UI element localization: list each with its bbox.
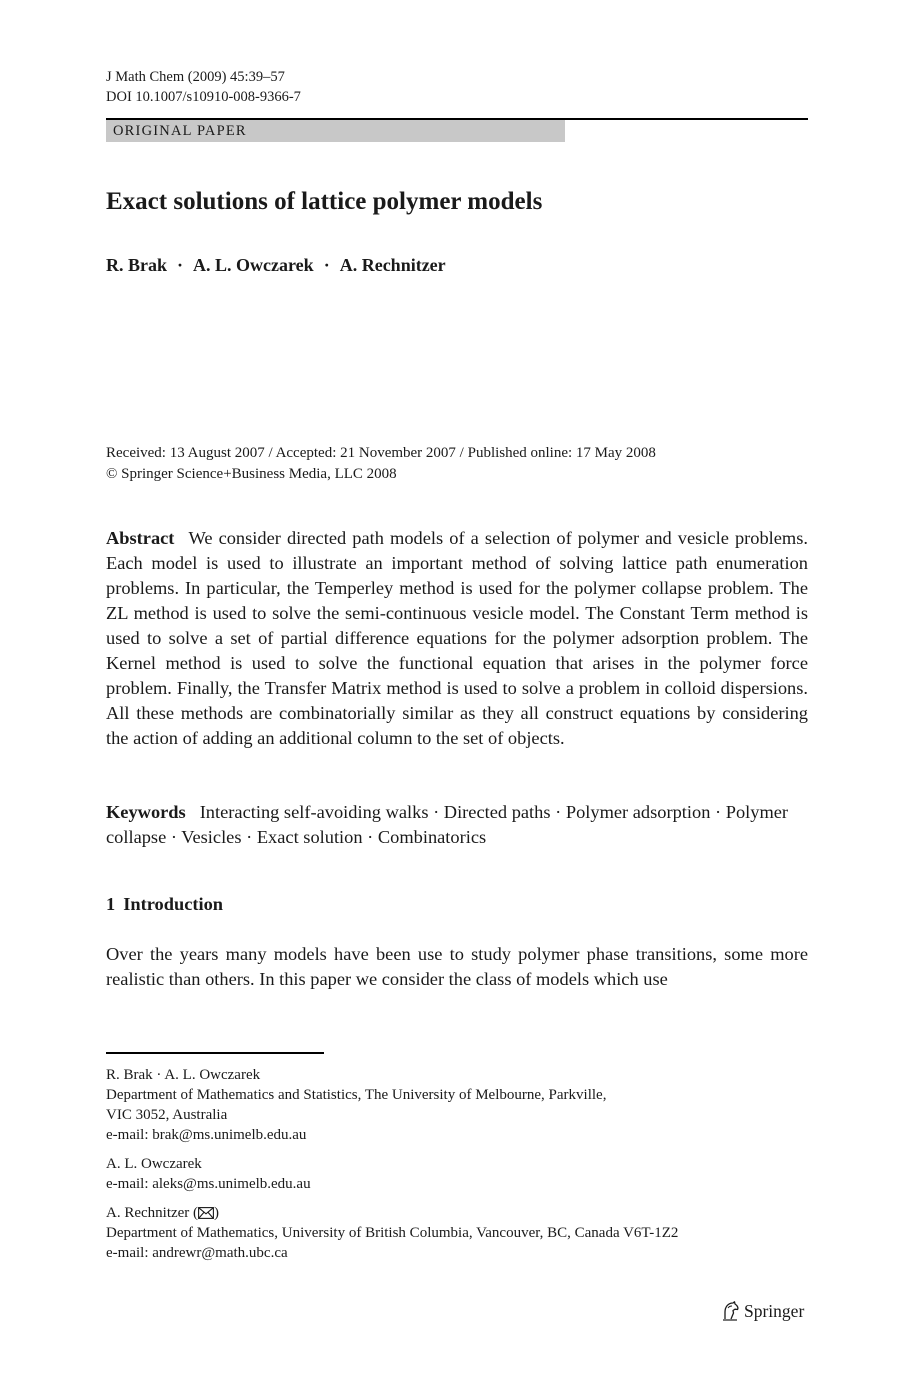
affiliation-block	[106, 1203, 678, 1263]
affiliation-names-line	[106, 1203, 678, 1223]
affiliation-email: e-mail: aleks@ms.unimelb.edu.au	[106, 1176, 311, 1192]
affiliation-block	[106, 1065, 606, 1145]
journal-line: J Math Chem (2009) 45:39–57	[106, 69, 285, 85]
author-name: A. Rechnitzer	[339, 255, 446, 275]
keywords	[106, 800, 808, 850]
affiliation-names: A. Rechnitzer (	[106, 1205, 199, 1221]
abstract-text: We consider directed path models of a selection of polymer and vesicle problems. Each model is used to illustrate an important method of solving lattice path enumeration problems. In particular, the Temperley method is used for the polymer collapse problem. The ZL method is used to solve the semi-continuous vesicle model. The Constant Term method is used to solve a set of partial difference equations for the polymer adsorption problem. The Kernel method is used to solve the functional equation that arises in the polymer force problem. Finally, the Transfer Matrix method is used to solve a problem in colloid dispersions. All these methods are combinatorially similar as they all construct equations by considering the action of adding an additional column to the set of objects.	[106, 528, 808, 748]
author-separator: ·	[177, 255, 184, 275]
paper-title: Exact solutions of lattice polymer models	[106, 188, 543, 215]
author-name: A. L. Owczarek	[193, 255, 314, 275]
springer-horse-icon	[722, 1301, 740, 1321]
copyright-line: © Springer Science+Business Media, LLC 2008	[106, 466, 397, 482]
abstract-label: Abstract	[106, 528, 175, 548]
abstract	[106, 526, 808, 751]
section-title: Introduction	[123, 894, 224, 914]
affiliation-names: A. L. Owczarek	[106, 1156, 202, 1172]
section-heading	[106, 892, 223, 917]
introduction-paragraph: Over the years many models have been use to study polymer phase transitions, some more realistic than others. In this paper we consider the class of models which use	[106, 944, 808, 989]
keywords-label: Keywords	[106, 802, 186, 822]
affiliation-address: VIC 3052, Australia	[106, 1107, 228, 1123]
dates-line: Received: 13 August 2007 / Accepted: 21 November 2007 / Published online: 17 May 2008	[106, 445, 656, 461]
affiliation-names: R. Brak · A. L. Owczarek	[106, 1067, 261, 1083]
publisher-name: Springer	[744, 1301, 805, 1321]
footnote-rule	[106, 1052, 324, 1054]
publisher-logo	[722, 1299, 804, 1323]
affiliation-names-close: )	[214, 1205, 220, 1221]
envelope-icon	[198, 1207, 214, 1219]
affiliation-block	[106, 1154, 311, 1194]
section-number: 1	[106, 894, 116, 914]
category-label: ORIGINAL PAPER	[113, 123, 247, 139]
affiliation-email: e-mail: brak@ms.unimelb.edu.au	[106, 1127, 307, 1143]
doi-line: DOI 10.1007/s10910-008-9366-7	[106, 89, 301, 105]
affiliation-department: Department of Mathematics and Statistics, The University of Melbourne, Parkville,	[106, 1087, 607, 1103]
publication-dates	[106, 443, 656, 485]
author-separator: ·	[323, 255, 330, 275]
keywords-text: Interacting self-avoiding walks · Directed paths · Polymer adsorption · Polymer collapse · Vesicles · Exact solution · Combinatorics	[106, 802, 789, 847]
affiliation-email: e-mail: andrewr@math.ubc.ca	[106, 1245, 288, 1261]
journal-citation	[106, 67, 301, 107]
affiliation-department: Department of Mathematics, University of British Columbia, Vancouver, BC, Canada V6T-1Z2	[106, 1225, 679, 1241]
author-list	[106, 253, 446, 277]
author-name: R. Brak	[106, 255, 168, 275]
